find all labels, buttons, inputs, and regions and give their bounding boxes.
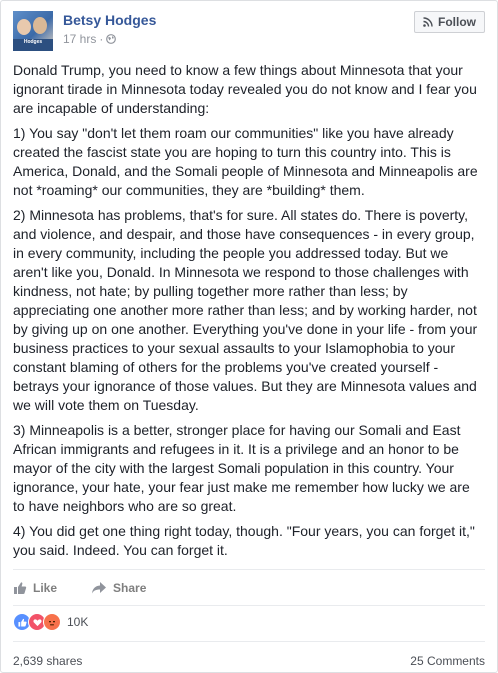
post-header xyxy=(13,11,485,51)
reaction-count: 10K xyxy=(67,615,89,629)
post-paragraph: Donald Trump, you need to know a few things about Minnesota that your ignorant tirade in Minnesota today revealed you do not know and I fear you are incapable of understanding: xyxy=(13,62,477,116)
like-label: Like xyxy=(33,581,58,595)
post-paragraph: 2) Minnesota has problems, that's for sure. All states do. There is poverty, and violence, and despair, and those have consequences - in every group, in every community, including the people you addressed today. But we aren't like you, Donald. In Minnesota we respond to those challenges with kindness, not hate; by pulling together more rather than less; by appreciating one another more rather than less; and by working harder, not by giving up on one another. Everything you've done in your life - from your business practices to your sexual assaults to your Islamophobia to your constant blaming of others for the problems you've created yourself - betrays your ignorance of those values. But they are Minnesota values and we will vote them on Tuesday. xyxy=(13,207,478,413)
comments-count[interactable]: 25 Comments xyxy=(410,654,485,668)
globe-icon xyxy=(106,34,116,44)
reactions-summary[interactable] xyxy=(13,612,88,632)
author-name[interactable]: Betsy Hodges xyxy=(63,12,157,28)
follow-button[interactable] xyxy=(414,11,485,33)
share-arrow-icon xyxy=(91,581,107,595)
follow-label: Follow xyxy=(438,15,476,29)
divider xyxy=(13,641,485,642)
post-paragraph: 1) You say "don't let them roam our communities" like you have already created the fascist state you are hoping to turn this country into. This is America, Donald, and the Somali people of Minnesota and Minneapolis are not *roaming* our communities, they are *building* them. xyxy=(13,125,478,198)
avatar-caption: Hodges xyxy=(23,39,43,45)
share-label: Share xyxy=(113,581,147,595)
divider xyxy=(13,605,485,606)
post-paragraph: 3) Minneapolis is a better, stronger place for having our Somali and East African immigrants and refugees in it. It is a privilege and an honor to be mayor of the city with the largest Somali population in this country. Your ignorance, your hate, your fear just make me remember how lucky we are to have neighbors who are so great. xyxy=(13,422,470,514)
action-bar xyxy=(13,571,485,605)
avatar[interactable] xyxy=(13,11,53,51)
post-paragraph: 4) You did get one thing right today, though. "Four years, you can forget it," you said. Indeed. You can forget it. xyxy=(13,523,475,558)
thumbs-up-icon xyxy=(13,581,27,595)
post-body xyxy=(13,61,485,566)
share-button[interactable] xyxy=(91,581,146,595)
divider xyxy=(13,569,485,570)
like-button[interactable] xyxy=(13,581,57,595)
post-meta xyxy=(63,32,116,46)
post-footer xyxy=(13,654,485,668)
post-time[interactable]: 17 hrs xyxy=(63,32,97,46)
shares-count[interactable]: 2,639 shares xyxy=(13,654,83,668)
meta-separator: · xyxy=(99,32,104,46)
angry-icon xyxy=(43,613,61,631)
rss-icon xyxy=(423,17,433,27)
